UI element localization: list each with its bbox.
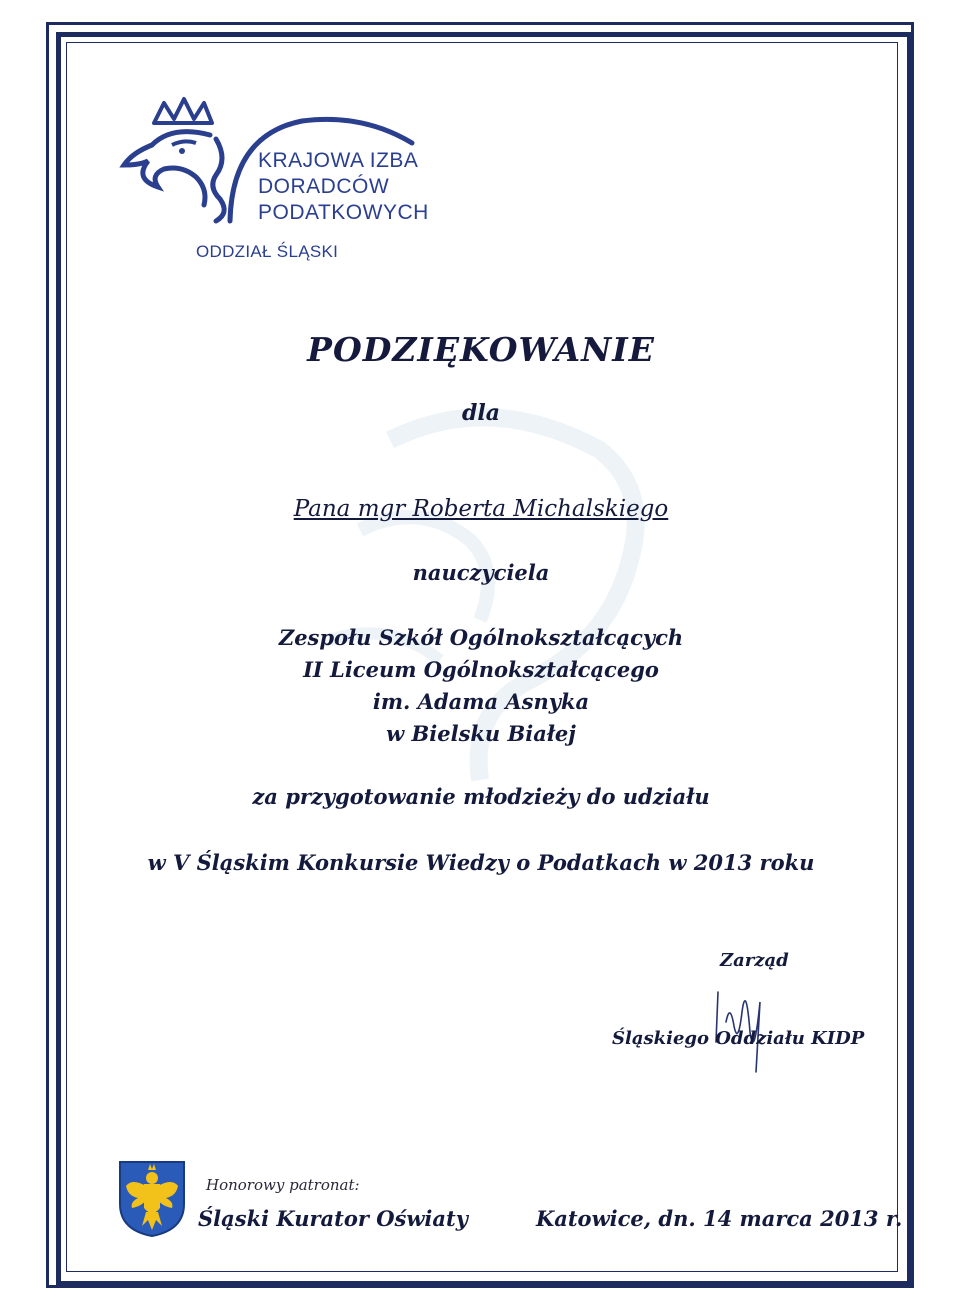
school-line-3: im. Adama Asnyka xyxy=(372,689,590,714)
logo-line-2: DORADCÓW xyxy=(258,175,390,198)
patronage-name: Śląski Kurator Oświaty xyxy=(198,1206,468,1231)
school-line-4: w Bielsku Białej xyxy=(386,721,576,746)
logo-line-3: PODATKOWYCH xyxy=(258,201,429,224)
reason-line-2: w V Śląskim Konkursie Wiedzy o Podatkach w 2013 roku xyxy=(147,850,815,875)
reason-line-1: za przygotowanie młodzieży do udziału xyxy=(252,784,710,809)
logo-wordmark xyxy=(258,148,429,226)
school-line-1: Zespołu Szkół Ogólnokształcących xyxy=(278,625,684,650)
place-and-date: Katowice, dn. 14 marca 2013 r. xyxy=(536,1206,903,1231)
signatory-line-1: Zarząd xyxy=(720,950,789,971)
silesia-crest-icon xyxy=(118,1160,186,1238)
for-word: dla xyxy=(462,400,500,426)
document-title: PODZIĘKOWANIE xyxy=(307,330,655,369)
signatory-line-2: Śląskiego Oddziału KIDP xyxy=(612,1028,865,1049)
handwritten-signature xyxy=(690,962,810,1082)
logo-line-1: KRAJOWA IZBA xyxy=(258,149,419,172)
recipient-name: Pana mgr Roberta Michalskiego xyxy=(293,496,669,522)
school-block xyxy=(66,622,896,750)
school-line-2: II Liceum Ogólnokształcącego xyxy=(303,657,659,682)
logo-branch: ODDZIAŁ ŚLĄSKI xyxy=(196,242,339,261)
recipient-role: nauczyciela xyxy=(412,560,550,585)
patronage-label: Honorowy patronat: xyxy=(206,1176,360,1194)
